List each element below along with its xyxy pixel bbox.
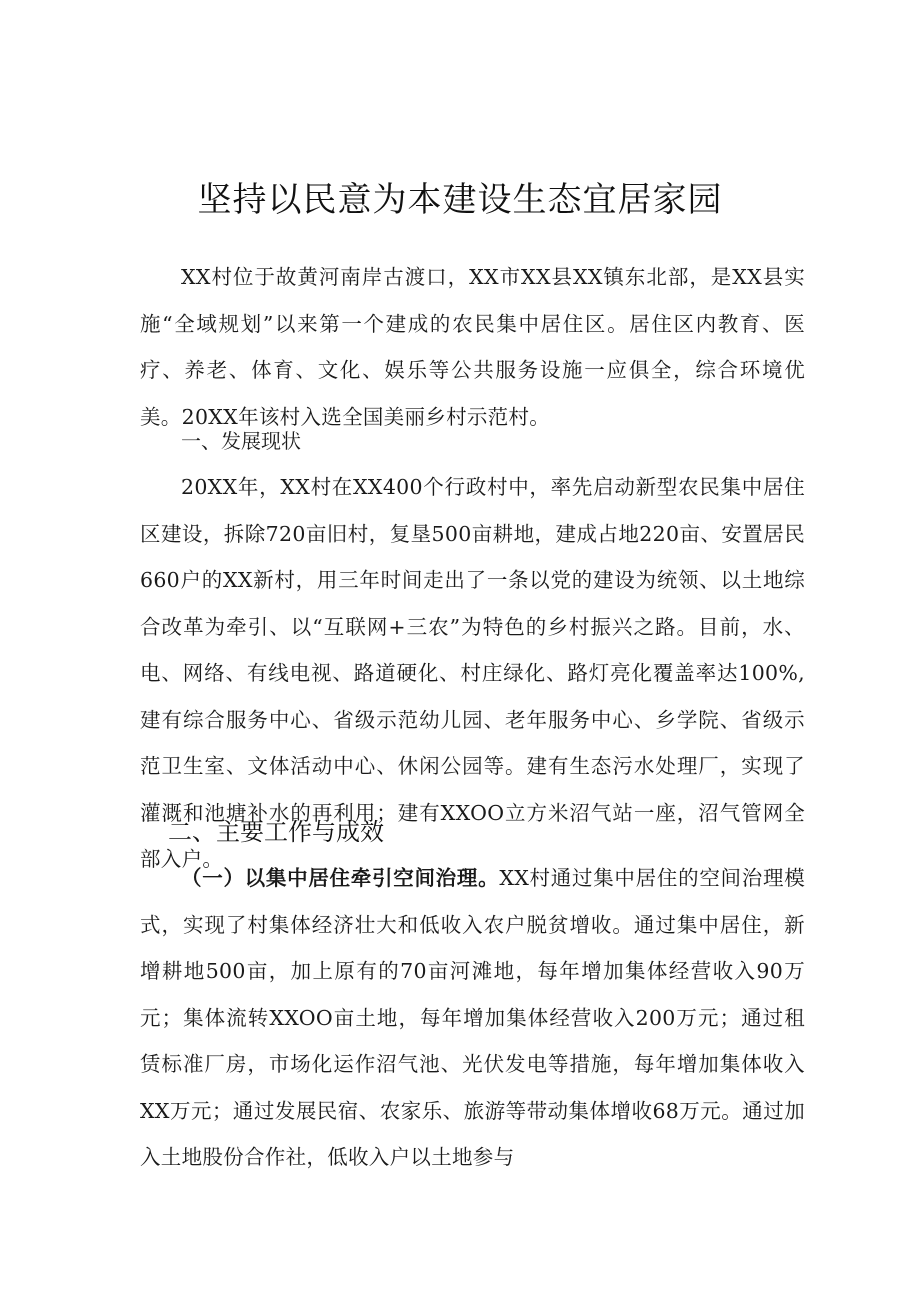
work-paragraph	[140, 855, 805, 1181]
status-paragraph: 20XX年，XX村在XX400个行政村中，率先启动新型农民集中居住区建设，拆除720亩旧村，复垦500亩耕地，建成占地220亩、安置居民660户的XX新村，用三年时间走出了一条以党的建设为统领、以土地综合改革为牵引、以“互联网+三农”为特色的乡村振兴之路。目前，水、电、网络、有线电视、路道硬化、村庄绿化、路灯亮化覆盖率达100%,建有综合服务中心、省级示范幼儿园、老年服务中心、乡学院、省级示范卫生室、文体活动中心、休闲公园等。建有生态污水处理厂，实现了灌溉和池塘补水的再利用；建有XXOO立方米沼气站一座，沼气管网全部入户。	[140, 475, 805, 871]
document-title: 坚持以民意为本建设生态宜居家园	[197, 180, 723, 220]
work-paragraph-body: XX村通过集中居住的空间治理模式，实现了村集体经济壮大和低收入农户脱贫增收。通过集中居住，新增耕地500亩，加上原有的70亩河滩地，每年增加集体经营收入90万元；集体流转XXOO亩土地，每年增加集体经营收入200万元；通过租赁标准厂房，市场化运作沼气池、光伏发电等措施，每年增加集体收入XX万元；通过发展民宿、农家乐、旅游等带动集体增收68万元。通过加入土地股份合作社，低收入户以土地参与	[140, 866, 805, 1169]
section-heading-status: 一、发展现状	[181, 429, 301, 453]
work-paragraph-lead: （一）以集中居住牵引空间治理。	[181, 866, 500, 890]
section-heading-work: 二、主要工作与成效	[168, 818, 384, 846]
intro-paragraph: XX村位于故黄河南岸古渡口，XX市XX县XX镇东北部，是XX县实施“全域规划”以来第一个建成的农民集中居住区。居住区内教育、医疗、养老、体育、文化、娱乐等公共服务设施一应俱全，综合环境优美。20XX年该村入选全国美丽乡村示范村。	[140, 265, 805, 429]
